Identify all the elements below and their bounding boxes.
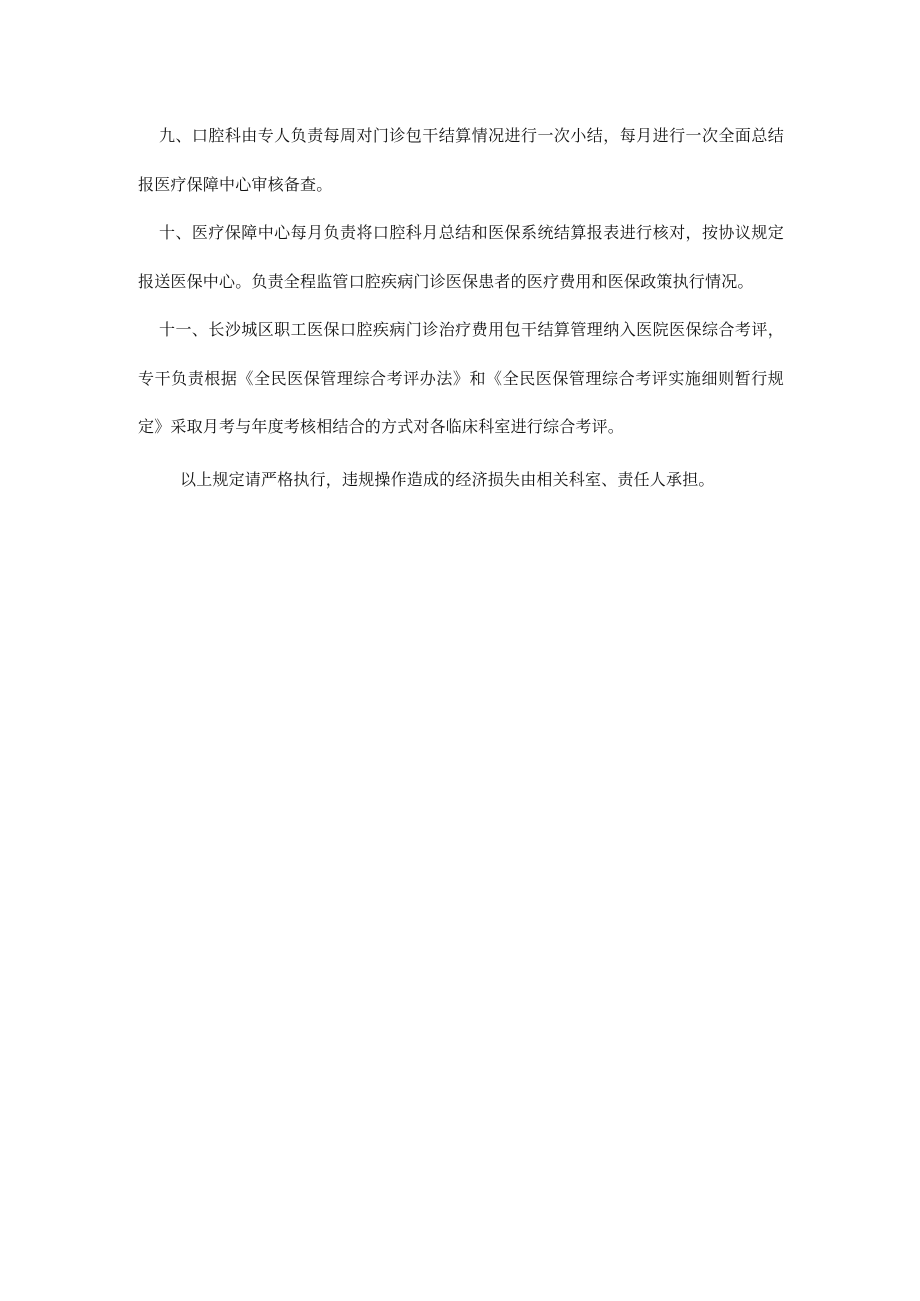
paragraph-ten: 十、医疗保障中心每月负责将口腔科月总结和医保系统结算报表进行核对，按协议规定报送医保中心。负责全程监管口腔疾病门诊医保患者的医疗费用和医保政策执行情况。 — [138, 223, 784, 291]
document-body — [138, 112, 784, 504]
paragraph-nine: 九、口腔科由专人负责每周对门诊包干结算情况进行一次小结，每月进行一次全面总结报医疗保障中心审核备查。 — [138, 126, 784, 194]
closing-statement: 以上规定请严格执行，违规操作造成的经济损失由相关科室、责任人承担。 — [180, 469, 715, 489]
paragraph-eleven: 十一、长沙城区职工医保口腔疾病门诊治疗费用包干结算管理纳入医院医保综合考评，专干负责根据《全民医保管理综合考评办法》和《全民医保管理综合考评实施细则暂行规定》采取月考与年度考核相结合的方式对各临床科室进行综合考评。 — [138, 320, 784, 436]
